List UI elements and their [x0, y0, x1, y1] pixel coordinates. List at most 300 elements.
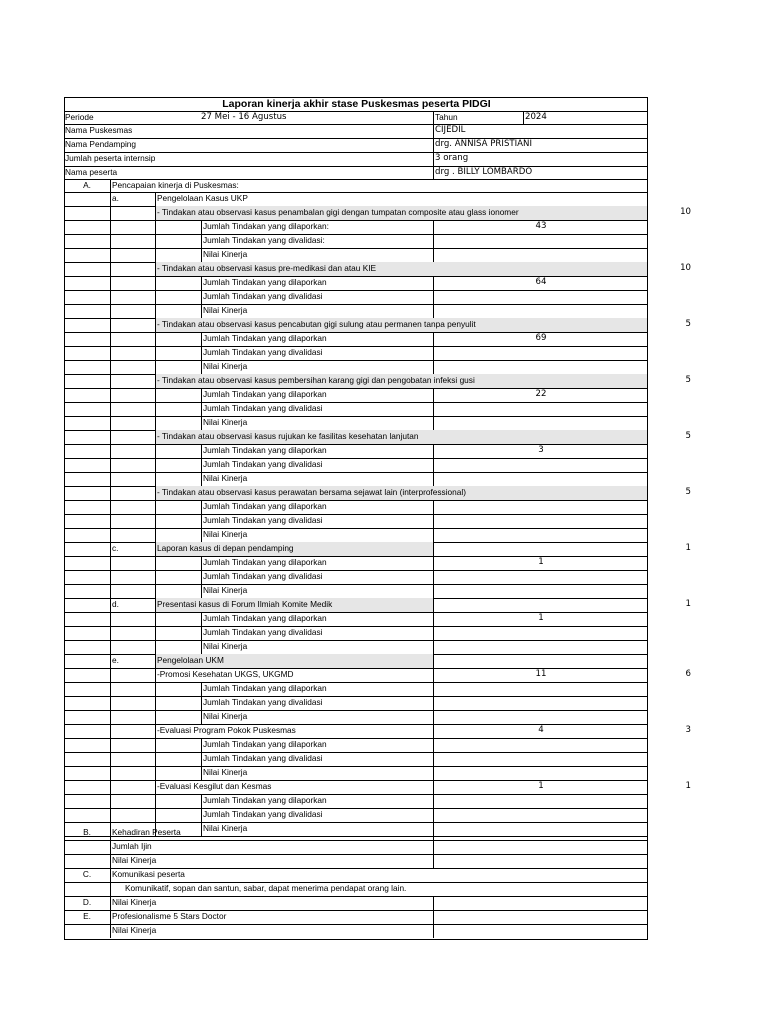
- ukp-item-2-r2-value: [433, 346, 648, 360]
- spacer: [64, 458, 110, 472]
- spacer: [110, 458, 156, 472]
- ukp-item-5-r1: [64, 500, 648, 515]
- section-b-row1-label: Jumlah Ijin: [110, 840, 434, 854]
- spacer: [64, 262, 110, 276]
- peserta-label: Nama peserta: [65, 167, 118, 177]
- spacer: [64, 556, 110, 570]
- section-e-value: [433, 910, 648, 924]
- sub-c-r3: [64, 584, 648, 599]
- ukp-item-0-r1-value: 43: [433, 220, 648, 234]
- sub-c-title: Laporan kasus di depan pendamping: [155, 542, 434, 556]
- spacer: [155, 514, 201, 528]
- spacer: [155, 794, 201, 808]
- sub-d-r1: [64, 612, 648, 627]
- info-row-puskesmas: [64, 124, 648, 139]
- ukp-item-3-r2: [64, 402, 648, 417]
- spacer: [64, 794, 110, 808]
- spacer: [64, 192, 110, 206]
- spacer: [64, 570, 110, 584]
- sub-c-marker: c.: [110, 542, 156, 556]
- spacer: [110, 402, 156, 416]
- ukp-item-5-r3-value: [433, 528, 648, 542]
- info-row-peserta: [64, 166, 648, 180]
- ukm-item-0-r1-value: [433, 682, 648, 696]
- spacer: [155, 682, 201, 696]
- ukp-item-0-r3-label: Nilai Kinerja: [201, 248, 434, 262]
- ukp-item-5-header: [64, 486, 648, 501]
- spacer: [64, 668, 110, 682]
- section-b-value: [433, 826, 648, 840]
- sub-c-r2-label: Jumlah Tindakan yang divalidasi: [201, 570, 434, 584]
- score-outside: 5: [685, 487, 691, 497]
- info-row-jumlah: [64, 152, 648, 167]
- sub-d-r3-label: Nilai Kinerja: [201, 640, 434, 654]
- ukm-item-1-reported: 4: [433, 724, 648, 738]
- spacer: [155, 766, 201, 780]
- spacer: [155, 458, 201, 472]
- spacer: [110, 556, 156, 570]
- section-b-row2: [64, 854, 648, 869]
- ukm-item-1-r2-label: Jumlah Tindakan yang divalidasi: [201, 752, 434, 766]
- sub-d-r3: [64, 640, 648, 655]
- spacer: [64, 808, 110, 822]
- ukp-item-2-r3: [64, 360, 648, 375]
- spacer: [110, 500, 156, 514]
- spacer: [64, 444, 110, 458]
- ukp-item-1-r2: [64, 290, 648, 305]
- ukp-item-2-r3-value: [433, 360, 648, 374]
- spacer: [155, 472, 201, 486]
- ukp-item-1-r1-value: 64: [433, 276, 648, 290]
- ukp-item-0-r3: [64, 248, 648, 263]
- spacer: [110, 612, 156, 626]
- section-d-marker: D.: [82, 897, 92, 907]
- score-outside: 1: [685, 781, 691, 791]
- ukp-item-1-r3: [64, 304, 648, 319]
- section-b-row2-label: Nilai Kinerja: [110, 854, 434, 868]
- spacer: [110, 262, 156, 276]
- ukp-item-3-r3-label: Nilai Kinerja: [201, 416, 434, 430]
- ukp-item-1-label: - Tindakan atau observasi kasus pre-medikasi dan atau KIE: [155, 262, 648, 276]
- spacer: [110, 626, 156, 640]
- ukm-item-2-r2: [64, 808, 648, 823]
- ukp-item-4-r1-label: Jumlah Tindakan yang dilaporkan: [201, 444, 434, 458]
- spacer: [64, 882, 110, 896]
- spacer: [155, 360, 201, 374]
- spacer: [110, 318, 156, 332]
- ukm-item-0-r2: [64, 696, 648, 711]
- ukp-item-2-label: - Tindakan atau observasi kasus pencabutan gigi sulung atau permanen tanpa penyulit: [155, 318, 648, 332]
- ukm-item-1-r3-label: Nilai Kinerja: [201, 766, 434, 780]
- spacer: [155, 640, 201, 654]
- ukm-item-1-header: [64, 724, 648, 739]
- spacer: [64, 542, 110, 556]
- section-e-title: Profesionalisme 5 Stars Doctor: [110, 910, 434, 924]
- title-row: [64, 97, 648, 112]
- ukp-item-0-r1-label: Jumlah Tindakan yang dilaporkan:: [201, 220, 434, 234]
- ukm-item-1-r1: [64, 738, 648, 753]
- spacer: [110, 346, 156, 360]
- spacer: [64, 248, 110, 262]
- spacer: [64, 276, 110, 290]
- sub-c-r2: [64, 570, 648, 585]
- sub-c-title-value: [433, 542, 648, 556]
- ukp-item-3-r1-value: 22: [433, 388, 648, 402]
- ukp-item-2-r1-value: 69: [433, 332, 648, 346]
- spacer: [110, 752, 156, 766]
- ukp-item-5-r3: [64, 528, 648, 543]
- spacer: [64, 598, 110, 612]
- sub-d-r2-value: [433, 626, 648, 640]
- jumlah-value: 3 orang: [433, 152, 648, 166]
- spacer: [110, 570, 156, 584]
- ukp-item-0-header: [64, 206, 648, 221]
- sub-e-header: [64, 654, 648, 669]
- spacer: [110, 486, 156, 500]
- spacer: [155, 220, 201, 234]
- tahun-value: 2024: [523, 111, 648, 124]
- ukp-item-3-r1: [64, 388, 648, 403]
- spacer: [110, 234, 156, 248]
- ukp-item-4-r2: [64, 458, 648, 473]
- sub-c-r1-label: Jumlah Tindakan yang dilaporkan: [201, 556, 434, 570]
- periode-value: 27 Mei - 16 Agustus: [201, 112, 287, 122]
- score-outside: 6: [685, 669, 691, 679]
- spacer: [64, 682, 110, 696]
- spacer: [110, 696, 156, 710]
- spacer: [64, 696, 110, 710]
- spacer: [64, 402, 110, 416]
- spacer: [110, 276, 156, 290]
- section-b-row2-value: [433, 854, 648, 868]
- section-a-header: [64, 179, 648, 193]
- ukp-item-4-header: [64, 430, 648, 445]
- sub-d-title: Presentasi kasus di Forum Ilmiah Komite Medik: [155, 598, 434, 612]
- sub-d-r1-label: Jumlah Tindakan yang dilaporkan: [201, 612, 434, 626]
- ukp-item-2-r2-label: Jumlah Tindakan yang divalidasi: [201, 346, 434, 360]
- spacer: [155, 696, 201, 710]
- puskesmas-label: Nama Puskesmas: [65, 125, 133, 135]
- ukp-item-2-header: [64, 318, 648, 333]
- section-e-row1-value: [433, 924, 648, 938]
- sub-c-r1: [64, 556, 648, 571]
- ukm-item-2-r1: [64, 794, 648, 809]
- section-b-row1: [64, 840, 648, 855]
- spacer: [64, 752, 110, 766]
- spacer: [110, 724, 156, 738]
- spacer: [155, 556, 201, 570]
- score-outside: 10: [680, 207, 691, 217]
- spacer: [110, 472, 156, 486]
- ukp-item-4-r3-value: [433, 472, 648, 486]
- spacer: [64, 500, 110, 514]
- ukm-item-0-r3: [64, 710, 648, 725]
- spacer: [64, 346, 110, 360]
- ukp-item-4-r1: [64, 444, 648, 459]
- spacer: [155, 738, 201, 752]
- ukm-item-0-r3-label: Nilai Kinerja: [201, 710, 434, 724]
- sub-e-marker: e.: [110, 654, 156, 668]
- section-e-row1-label: Nilai Kinerja: [110, 924, 434, 938]
- sub-d-r2-label: Jumlah Tindakan yang divalidasi: [201, 626, 434, 640]
- spacer: [110, 304, 156, 318]
- ukp-item-3-r3-value: [433, 416, 648, 430]
- section-c-header: [64, 868, 648, 883]
- section-c-note-row: [64, 882, 648, 897]
- ukp-item-1-header: [64, 262, 648, 277]
- sub-a-header: [64, 192, 648, 207]
- ukp-item-2-r3-label: Nilai Kinerja: [201, 360, 434, 374]
- spacer: [64, 612, 110, 626]
- spacer: [64, 220, 110, 234]
- section-c-note: Komunikatif, sopan dan santun, sabar, dapat menerima pendapat orang lain.: [110, 882, 648, 896]
- spacer: [155, 290, 201, 304]
- ukm-item-0-r2-value: [433, 696, 648, 710]
- section-d-header: [64, 896, 648, 911]
- section-b-header: [64, 826, 648, 841]
- ukp-item-5-r1-value: [433, 500, 648, 514]
- spacer: [64, 584, 110, 598]
- spacer: [110, 374, 156, 388]
- ukp-item-1-r1: [64, 276, 648, 291]
- ukp-item-5-label: - Tindakan atau observasi kasus perawatan bersama sejawat lain (interprofessional): [155, 486, 648, 500]
- spacer: [110, 738, 156, 752]
- sub-c-header: [64, 542, 648, 557]
- score-outside: 5: [685, 319, 691, 329]
- ukp-item-5-r2-value: [433, 514, 648, 528]
- ukp-item-1-r3-value: [433, 304, 648, 318]
- ukm-item-0-reported: 11: [433, 668, 648, 682]
- ukp-item-3-label: - Tindakan atau observasi kasus pembersihan karang gigi dan pengobatan infeksi gusi: [155, 374, 648, 388]
- spacer: [110, 668, 156, 682]
- ukm-item-2-r3-label: Nilai Kinerja: [201, 822, 434, 836]
- jumlah-label: Jumlah peserta internsip: [65, 153, 156, 163]
- ukm-item-0-header: [64, 668, 648, 683]
- spacer: [110, 808, 156, 822]
- spacer: [155, 570, 201, 584]
- spacer: [64, 430, 110, 444]
- spacer: [64, 528, 110, 542]
- ukp-item-4-r3-label: Nilai Kinerja: [201, 472, 434, 486]
- spacer: [64, 374, 110, 388]
- tahun-label: Tahun: [433, 111, 523, 124]
- spacer: [110, 640, 156, 654]
- ukp-item-4-r2-value: [433, 458, 648, 472]
- ukp-item-4-label: - Tindakan atau observasi kasus rujukan ke fasilitas kesehatan lanjutan: [155, 430, 648, 444]
- spacer: [64, 640, 110, 654]
- spacer: [64, 472, 110, 486]
- spacer: [110, 514, 156, 528]
- spacer: [110, 710, 156, 724]
- spacer: [64, 234, 110, 248]
- ukp-item-1-r1-label: Jumlah Tindakan yang dilaporkan: [201, 276, 434, 290]
- sub-c-r1-value: 1: [433, 556, 648, 570]
- ukm-item-0-label: -Promosi Kesehatan UKGS, UKGMD: [155, 668, 434, 682]
- spacer: [64, 318, 110, 332]
- ukm-item-1-r3-value: [433, 766, 648, 780]
- spacer: [110, 416, 156, 430]
- ukp-item-1-r2-value: [433, 290, 648, 304]
- section-b-title: Kehadiran Peserta: [110, 826, 434, 840]
- spacer: [155, 416, 201, 430]
- score-outside: 1: [685, 543, 691, 553]
- spacer: [110, 220, 156, 234]
- ukp-item-4-r2-label: Jumlah Tindakan yang divalidasi: [201, 458, 434, 472]
- section-e-header: [64, 910, 648, 925]
- spacer: [155, 584, 201, 598]
- ukm-item-2-r2-label: Jumlah Tindakan yang divalidasi: [201, 808, 434, 822]
- spacer: [110, 206, 156, 220]
- section-d-title: Nilai Kinerja: [110, 896, 434, 910]
- spacer: [155, 752, 201, 766]
- ukm-item-2-reported: 1: [433, 780, 648, 794]
- spacer: [155, 500, 201, 514]
- spacer: [155, 346, 201, 360]
- score-outside: 1: [685, 599, 691, 609]
- spacer: [110, 388, 156, 402]
- spacer: [110, 584, 156, 598]
- spacer: [155, 444, 201, 458]
- ukp-item-5-r2: [64, 514, 648, 529]
- spacer: [64, 766, 110, 780]
- ukm-item-1-r3: [64, 766, 648, 781]
- score-outside: 10: [680, 263, 691, 273]
- info-row-pendamping: [64, 138, 648, 153]
- ukm-item-0-r3-value: [433, 710, 648, 724]
- spacer: [64, 332, 110, 346]
- ukm-item-2-r1-value: [433, 794, 648, 808]
- spacer: [155, 304, 201, 318]
- ukm-item-2-r1-label: Jumlah Tindakan yang dilaporkan: [201, 794, 434, 808]
- ukp-item-4-r3: [64, 472, 648, 487]
- ukp-item-2-r1: [64, 332, 648, 347]
- spacer: [64, 626, 110, 640]
- spacer: [110, 430, 156, 444]
- spacer: [110, 794, 156, 808]
- spacer: [110, 682, 156, 696]
- section-a-marker: A.: [83, 180, 91, 190]
- ukp-item-5-r3-label: Nilai Kinerja: [201, 528, 434, 542]
- section-b-row1-value: [433, 840, 648, 854]
- spacer: [155, 808, 201, 822]
- spacer: [110, 444, 156, 458]
- ukp-item-0-r2: [64, 234, 648, 249]
- spacer: [155, 388, 201, 402]
- score-outside: 3: [685, 725, 691, 735]
- spacer: [64, 514, 110, 528]
- ukp-item-0-r3-value: [433, 248, 648, 262]
- sub-d-title-value: [433, 598, 648, 612]
- ukp-item-3-header: [64, 374, 648, 389]
- pendamping-value: drg. ANNISA PRISTIANI: [433, 138, 648, 152]
- score-outside: 5: [685, 431, 691, 441]
- ukm-item-0-r1-label: Jumlah Tindakan yang dilaporkan: [201, 682, 434, 696]
- sub-a-marker: a.: [110, 192, 156, 206]
- ukp-item-3-r3: [64, 416, 648, 431]
- ukp-item-1-r2-label: Jumlah Tindakan yang divalidasi: [201, 290, 434, 304]
- spacer: [110, 332, 156, 346]
- ukm-item-2-header: [64, 780, 648, 795]
- puskesmas-value: CIJEDIL: [433, 124, 648, 138]
- sub-e-title: Pengelolaan UKM: [155, 654, 434, 668]
- spacer: [155, 710, 201, 724]
- spacer: [155, 248, 201, 262]
- ukm-item-1-r1-value: [433, 738, 648, 752]
- spacer: [155, 332, 201, 346]
- ukm-item-0-r2-label: Jumlah Tindakan yang divalidasi: [201, 696, 434, 710]
- sub-d-marker: d.: [110, 598, 156, 612]
- spacer: [64, 724, 110, 738]
- ukp-item-3-r2-value: [433, 402, 648, 416]
- section-c-title: Komunikasi peserta: [110, 868, 648, 882]
- pendamping-label: Nama Pendamping: [65, 139, 137, 149]
- spacer: [64, 780, 110, 794]
- sub-d-r3-value: [433, 640, 648, 654]
- score-outside: 5: [685, 375, 691, 385]
- ukp-item-5-r1-label: Jumlah Tindakan yang dilaporkan: [201, 500, 434, 514]
- spacer: [110, 766, 156, 780]
- spacer: [64, 304, 110, 318]
- spacer: [64, 710, 110, 724]
- sub-e-title-value: [433, 654, 648, 668]
- spacer: [64, 840, 110, 854]
- spacer: [110, 360, 156, 374]
- spacer: [110, 780, 156, 794]
- spacer: [64, 854, 110, 868]
- sub-c-r3-label: Nilai Kinerja: [201, 584, 434, 598]
- spacer: [64, 360, 110, 374]
- section-e-row1: [64, 924, 648, 938]
- ukp-item-3-r2-label: Jumlah Tindakan yang divalidasi: [201, 402, 434, 416]
- ukm-item-2-r2-value: [433, 808, 648, 822]
- sub-c-r3-value: [433, 584, 648, 598]
- sub-a-title: Pengelolaan Kasus UKP: [155, 192, 434, 206]
- spacer: [64, 486, 110, 500]
- ukp-item-0-r2-value: [433, 234, 648, 248]
- spacer: [64, 738, 110, 752]
- sub-d-r2: [64, 626, 648, 641]
- sub-d-header: [64, 598, 648, 613]
- report-sheet: [64, 97, 648, 940]
- spacer: [64, 654, 110, 668]
- peserta-value: drg . BILLY LOMBARDO: [433, 166, 648, 179]
- periode-label: Periode: [65, 112, 94, 122]
- section-a-title: Pencapaian kinerja di Puskesmas:: [110, 179, 648, 192]
- spacer: [64, 416, 110, 430]
- report-title: Laporan kinerja akhir stase Puskesmas peserta PIDGI: [222, 98, 491, 110]
- ukp-item-3-r1-label: Jumlah Tindakan yang dilaporkan: [201, 388, 434, 402]
- ukm-item-1-r2-value: [433, 752, 648, 766]
- sub-c-r2-value: [433, 570, 648, 584]
- ukm-item-2-label: -Evaluasi Kesgilut dan Kesmas: [155, 780, 434, 794]
- spacer: [110, 248, 156, 262]
- spacer: [64, 290, 110, 304]
- section-b-marker: B.: [83, 827, 91, 837]
- spacer: [64, 388, 110, 402]
- info-row-periode: [64, 111, 648, 125]
- section-d-value: [433, 896, 648, 910]
- spacer: [64, 924, 110, 938]
- ukp-item-0-label: - Tindakan atau observasi kasus penambalan gigi dengan tumpatan composite atau glass ionomer: [155, 206, 648, 220]
- ukp-item-1-r3-label: Nilai Kinerja: [201, 304, 434, 318]
- ukm-item-1-label: -Evaluasi Program Pokok Puskesmas: [155, 724, 434, 738]
- ukp-item-4-r1-value: 3: [433, 444, 648, 458]
- sub-d-r1-value: 1: [433, 612, 648, 626]
- spacer: [155, 234, 201, 248]
- ukp-item-0-r2-label: Jumlah Tindakan yang divalidasi:: [201, 234, 434, 248]
- spacer: [155, 626, 201, 640]
- ukp-item-0-r1: [64, 220, 648, 235]
